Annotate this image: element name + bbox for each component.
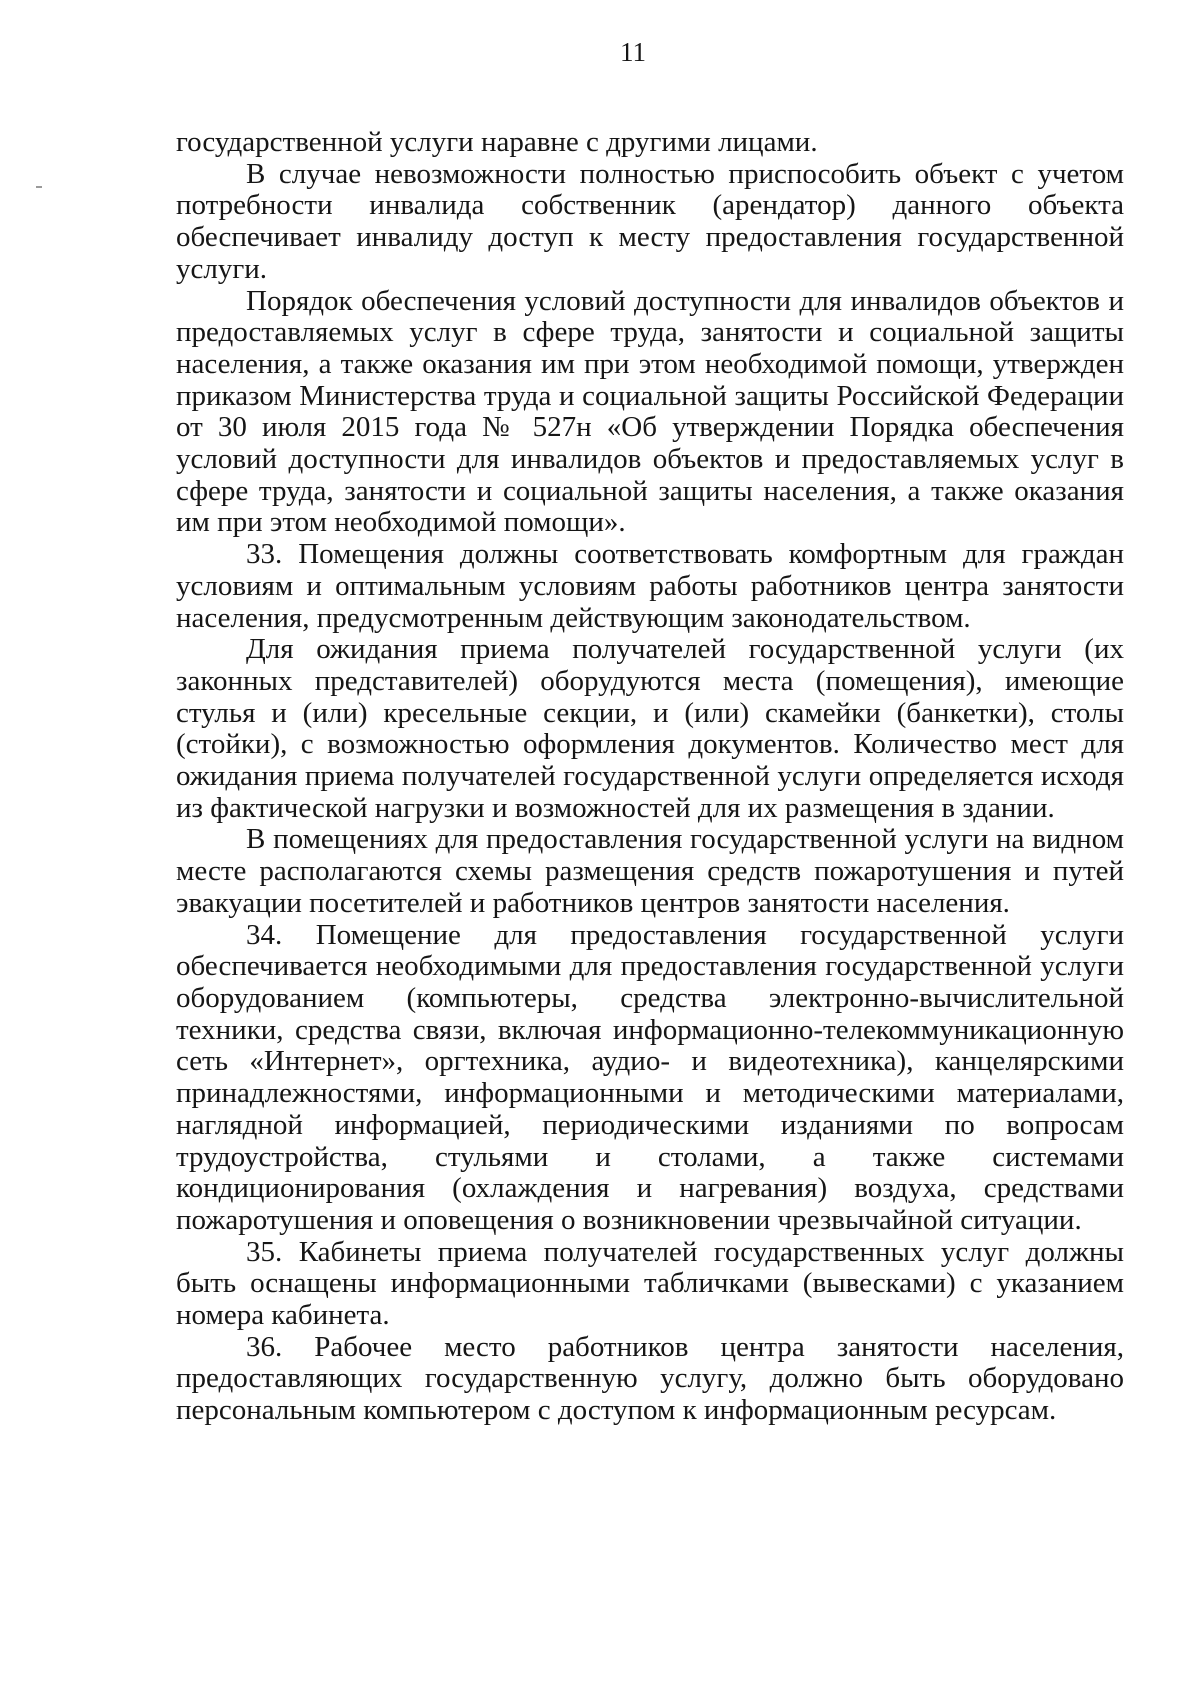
paragraph-object-adaptation: В случае невозможности полностью приспособить объект с учетом потребности инвалида собственник (арендатор) данного объекта обеспечивает инвалиду доступ к месту предоставления государственной услуги. [176, 157, 1124, 285]
paragraph-evacuation-schemes: В помещениях для предоставления государственной услуги на видном месте располагаются схемы размещения средств пожаротушения и путей эвакуации посетителей и работников центров занятости населения. [176, 823, 1124, 919]
paragraph-accessibility-order: Порядок обеспечения условий доступности для инвалидов объектов и предоставляемых услуг в сфере труда, занятости и социальной защиты населения, а также оказания им при этом необходимой помощи, утвержден приказом Министерства труда и социальной защиты Российской Федерации от 30 июля 2015 года № 527н «Об утверждении Порядка обеспечения условий доступности для инвалидов объектов и предоставляемых услуг в сфере труда, занятости и социальной защиты населения, а также оказания им при этом необходимой помощи». [176, 284, 1124, 539]
paragraph-continuation: государственной услуги наравне с другими лицами. [176, 126, 818, 158]
paragraph-item-33: 33. Помещения должны соответствовать комфортным для граждан условиям и оптимальным условиям работы работников центра занятости населения, предусмотренным действующим законодательством. [176, 538, 1124, 634]
paragraph-waiting-area: Для ожидания приема получателей государственной услуги (их законных представителей) оборудуются места (помещения), имеющие стулья и (или) кресельные секции, и (или) скамейки (банкетки), столы (стойки), с возможностью оформления документов. Количество мест для ожидания приема получателей государственной услуги определяется исходя из фактической нагрузки и возможностей для их размещения в здании. [176, 633, 1124, 824]
paragraph-item-34: 34. Помещение для предоставления государственной услуги обеспечивается необходимыми для предоставления государственной услуги оборудованием (компьютеры, средства электронно-вычислительной техники, средства связи, включая информационно-телекоммуникационную сеть «Интернет», оргтехника, аудио- и видеотехника), канцелярскими принадлежностями, информационными и методическими материалами, наглядной информацией, периодическими изданиями по вопросам трудоустройства, стульями и столами, а также системами кондиционирования (охлаждения и нагревания) воздуха, средствами пожаротушения и оповещения о возникновении чрезвычайной ситуации. [176, 918, 1124, 1236]
document-body [176, 127, 1124, 1427]
paragraph-item-35: 35. Кабинеты приема получателей государственных услуг должны быть оснащены информационными табличками (вывесками) с указанием номера кабинета. [176, 1235, 1124, 1332]
page-number: 11 [620, 37, 646, 67]
scan-mark [36, 186, 42, 188]
paragraph-item-36: 36. Рабочее место работников центра занятости населения, предоставляющих государственную услугу, должно быть оборудовано персональным компьютером с доступом к информационным ресурсам. [176, 1330, 1124, 1427]
